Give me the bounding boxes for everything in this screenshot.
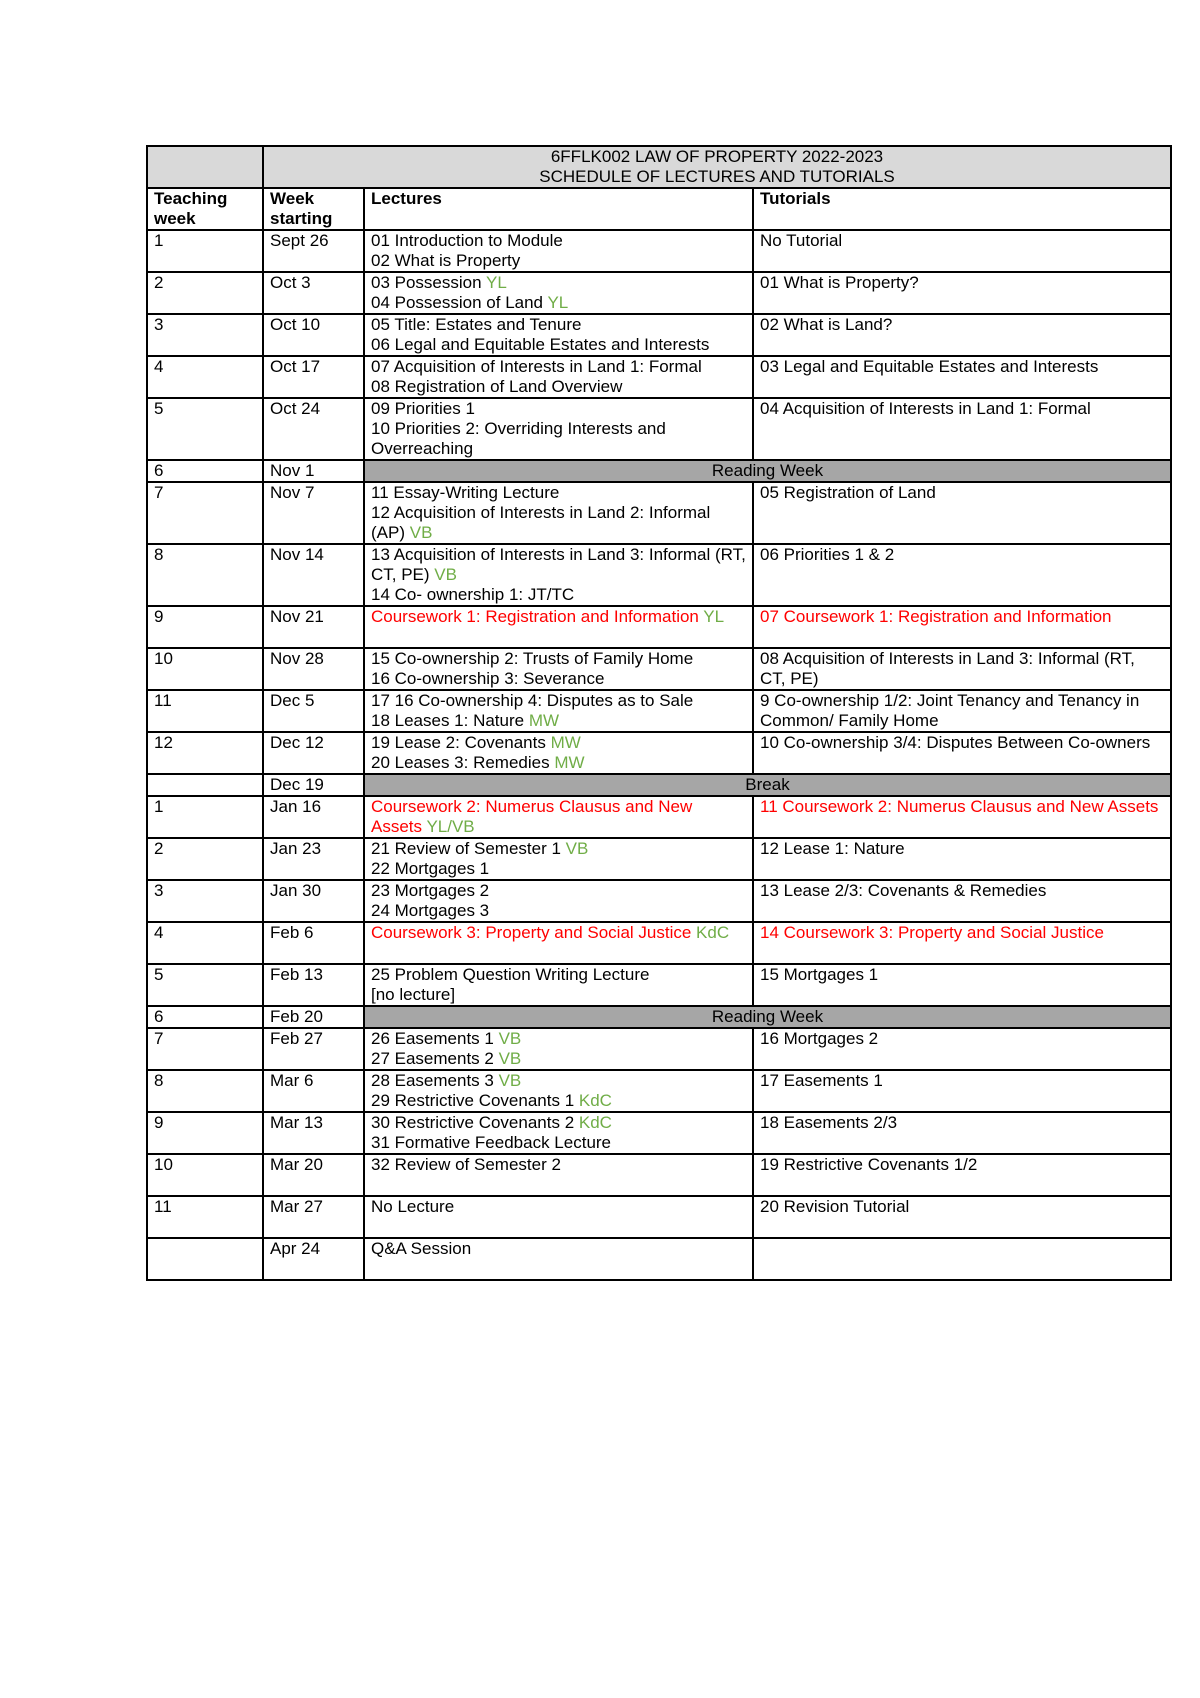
week-starting-cell: Dec 5 bbox=[263, 690, 364, 732]
schedule-row bbox=[147, 544, 1171, 606]
tutorials-cell bbox=[753, 398, 1171, 460]
schedule-row bbox=[147, 1070, 1171, 1112]
title-line-1: 6FFLK002 LAW OF PROPERTY 2022-2023 bbox=[550, 147, 884, 166]
schedule-row bbox=[147, 690, 1171, 732]
teaching-week-cell: 10 bbox=[147, 1154, 263, 1196]
tutorial-text: 18 Easements 2/3 bbox=[760, 1113, 898, 1132]
teaching-week-cell: 1 bbox=[147, 230, 263, 272]
tutorials-cell bbox=[753, 314, 1171, 356]
tutorial-text: 16 Mortgages 2 bbox=[760, 1029, 879, 1048]
lecture-line bbox=[371, 1155, 746, 1175]
teaching-week-cell: 2 bbox=[147, 272, 263, 314]
lecture-text: 10 Priorities 2: Overriding Interests and Overreaching bbox=[371, 419, 666, 458]
tutorial-text: 13 Lease 2/3: Covenants & Remedies bbox=[760, 881, 1047, 900]
lecture-text: 18 Leases 1: Nature bbox=[371, 711, 529, 730]
lecture-text: 23 Mortgages 2 bbox=[371, 881, 490, 900]
schedule-row bbox=[147, 606, 1171, 648]
tutorials-cell bbox=[753, 796, 1171, 838]
schedule-row bbox=[147, 1238, 1171, 1280]
teaching-week-cell: 9 bbox=[147, 606, 263, 648]
lecture-line bbox=[371, 585, 746, 605]
lectures-cell bbox=[364, 1196, 753, 1238]
lecture-text: 12 Acquisition of Interests in Land 2: Informal (AP) bbox=[371, 503, 711, 542]
title-line-2: SCHEDULE OF LECTURES AND TUTORIALS bbox=[539, 167, 895, 186]
lecture-text: Coursework 1: Registration and Information bbox=[371, 607, 704, 626]
tutorial-text: 11 Coursework 2: Numerus Clausus and New Assets bbox=[760, 797, 1159, 816]
schedule-row bbox=[147, 922, 1171, 964]
tutorials-cell bbox=[753, 838, 1171, 880]
lecturer-initials: VB bbox=[498, 1071, 522, 1090]
lectures-cell bbox=[364, 606, 753, 648]
lecture-text: 24 Mortgages 3 bbox=[371, 901, 490, 920]
lecture-text: 25 Problem Question Writing Lecture bbox=[371, 965, 650, 984]
teaching-week-cell: 9 bbox=[147, 1112, 263, 1154]
lectures-cell bbox=[364, 1154, 753, 1196]
week-starting-cell: Mar 13 bbox=[263, 1112, 364, 1154]
tutorial-line bbox=[760, 1155, 1164, 1175]
week-starting-cell: Mar 27 bbox=[263, 1196, 364, 1238]
lectures-cell bbox=[364, 398, 753, 460]
tutorial-line bbox=[760, 965, 1164, 985]
week-starting-cell: Jan 23 bbox=[263, 838, 364, 880]
lectures-cell bbox=[364, 272, 753, 314]
tutorial-text: 12 Lease 1: Nature bbox=[760, 839, 905, 858]
lectures-cell bbox=[364, 838, 753, 880]
week-starting-cell: Nov 28 bbox=[263, 648, 364, 690]
week-starting-cell: Mar 20 bbox=[263, 1154, 364, 1196]
lecture-line bbox=[371, 1091, 746, 1111]
tutorial-line bbox=[760, 231, 1164, 251]
tutorial-line bbox=[760, 691, 1164, 731]
tutorial-line bbox=[760, 607, 1164, 627]
lecture-text: 05 Title: Estates and Tenure bbox=[371, 315, 582, 334]
lecture-line bbox=[371, 607, 746, 627]
week-starting-cell: Jan 16 bbox=[263, 796, 364, 838]
teaching-week-cell: 6 bbox=[147, 1006, 263, 1028]
lecture-text: 32 Review of Semester 2 bbox=[371, 1155, 561, 1174]
banner-cell: Reading Week bbox=[364, 1006, 1171, 1028]
lecturer-initials: KdC bbox=[578, 1091, 612, 1110]
tutorial-line bbox=[760, 1071, 1164, 1091]
tutorials-cell bbox=[753, 606, 1171, 648]
lecture-text: 08 Registration of Land Overview bbox=[371, 377, 623, 396]
tutorials-cell bbox=[753, 732, 1171, 774]
tutorial-text: 03 Legal and Equitable Estates and Interests bbox=[760, 357, 1099, 376]
week-starting-cell: Oct 17 bbox=[263, 356, 364, 398]
lecture-line bbox=[371, 965, 746, 985]
tutorial-line bbox=[760, 315, 1164, 335]
schedule-row bbox=[147, 796, 1171, 838]
schedule-row bbox=[147, 1196, 1171, 1238]
lecture-line bbox=[371, 985, 746, 1005]
teaching-week-cell: 11 bbox=[147, 1196, 263, 1238]
lecturer-initials: VB bbox=[498, 1029, 522, 1048]
teaching-week-cell: 3 bbox=[147, 880, 263, 922]
tutorial-text: 08 Acquisition of Interests in Land 3: Informal (RT, CT, PE) bbox=[760, 649, 1135, 688]
lecture-text: 29 Restrictive Covenants 1 bbox=[371, 1091, 579, 1110]
tutorial-text: 14 Coursework 3: Property and Social Justice bbox=[760, 923, 1104, 942]
lecturer-initials: YL bbox=[547, 293, 569, 312]
week-starting-cell: Nov 21 bbox=[263, 606, 364, 648]
lectures-cell bbox=[364, 648, 753, 690]
lecture-text: 06 Legal and Equitable Estates and Interests bbox=[371, 335, 710, 354]
tutorials-cell bbox=[753, 964, 1171, 1006]
tutorials-cell bbox=[753, 1070, 1171, 1112]
lecture-line bbox=[371, 881, 746, 901]
lecture-line bbox=[371, 733, 746, 753]
tutorials-cell bbox=[753, 1028, 1171, 1070]
lecture-text: 09 Priorities 1 bbox=[371, 399, 475, 418]
lectures-cell bbox=[364, 314, 753, 356]
lecture-line bbox=[371, 545, 746, 585]
lectures-cell bbox=[364, 230, 753, 272]
tutorials-cell bbox=[753, 356, 1171, 398]
tutorial-text: 01 What is Property? bbox=[760, 273, 919, 292]
title-corner-cell bbox=[147, 146, 263, 188]
schedule-row bbox=[147, 880, 1171, 922]
lecture-text: Coursework 2: Numerus Clausus and New Assets bbox=[371, 797, 693, 836]
lecture-line bbox=[371, 839, 746, 859]
tutorial-line bbox=[760, 649, 1164, 689]
tutorial-line bbox=[760, 839, 1164, 859]
lectures-cell bbox=[364, 964, 753, 1006]
teaching-week-cell: 4 bbox=[147, 356, 263, 398]
lectures-cell bbox=[364, 796, 753, 838]
lecture-line bbox=[371, 711, 746, 731]
week-starting-cell: Feb 27 bbox=[263, 1028, 364, 1070]
lecture-text: 28 Easements 3 bbox=[371, 1071, 499, 1090]
lecture-text: 01 Introduction to Module bbox=[371, 231, 563, 250]
tutorials-cell bbox=[753, 1154, 1171, 1196]
lectures-cell bbox=[364, 356, 753, 398]
tutorials-cell bbox=[753, 272, 1171, 314]
tutorial-text: 9 Co-ownership 1/2: Joint Tenancy and Tenancy in Common/ Family Home bbox=[760, 691, 1140, 730]
week-starting-cell: Oct 24 bbox=[263, 398, 364, 460]
lectures-cell bbox=[364, 1238, 753, 1280]
lecture-text: [no lecture] bbox=[371, 985, 456, 1004]
schedule-row bbox=[147, 230, 1171, 272]
lecture-text: 14 Co- ownership 1: JT/TC bbox=[371, 585, 575, 604]
tutorial-text: 04 Acquisition of Interests in Land 1: Formal bbox=[760, 399, 1091, 418]
teaching-week-cell: 4 bbox=[147, 922, 263, 964]
schedule-row bbox=[147, 964, 1171, 1006]
teaching-week-cell: 3 bbox=[147, 314, 263, 356]
lectures-cell bbox=[364, 544, 753, 606]
lecturer-initials: KdC bbox=[696, 923, 730, 942]
week-starting-cell: Nov 14 bbox=[263, 544, 364, 606]
schedule-table bbox=[146, 145, 1172, 1281]
tutorial-text: 17 Easements 1 bbox=[760, 1071, 883, 1090]
lecture-line bbox=[371, 399, 746, 419]
schedule-row bbox=[147, 1006, 1171, 1028]
teaching-week-cell: 12 bbox=[147, 732, 263, 774]
lecture-text: 21 Review of Semester 1 bbox=[371, 839, 566, 858]
week-starting-cell: Nov 1 bbox=[263, 460, 364, 482]
lecture-line bbox=[371, 419, 746, 459]
banner-cell: Reading Week bbox=[364, 460, 1171, 482]
tutorial-line bbox=[760, 357, 1164, 377]
tutorial-line bbox=[760, 797, 1164, 817]
lecture-line bbox=[371, 753, 746, 773]
teaching-week-cell bbox=[147, 774, 263, 796]
lecturer-initials: MW bbox=[550, 733, 581, 752]
tutorial-line bbox=[760, 881, 1164, 901]
tutorial-line bbox=[760, 923, 1164, 943]
teaching-week-cell: 7 bbox=[147, 1028, 263, 1070]
teaching-week-cell: 7 bbox=[147, 482, 263, 544]
tutorials-cell bbox=[753, 230, 1171, 272]
tutorials-cell bbox=[753, 1196, 1171, 1238]
title-row bbox=[147, 146, 1171, 188]
lecture-line bbox=[371, 1029, 746, 1049]
week-starting-cell: Apr 24 bbox=[263, 1238, 364, 1280]
lecture-line bbox=[371, 859, 746, 879]
schedule-row bbox=[147, 398, 1171, 460]
lecturer-initials: YL bbox=[485, 273, 507, 292]
lecture-line bbox=[371, 1049, 746, 1069]
teaching-week-cell: 8 bbox=[147, 1070, 263, 1112]
week-starting-cell: Jan 30 bbox=[263, 880, 364, 922]
week-starting-cell: Dec 12 bbox=[263, 732, 364, 774]
tutorial-line bbox=[760, 399, 1164, 419]
tutorial-line bbox=[760, 483, 1164, 503]
lecture-line bbox=[371, 273, 746, 293]
week-starting-cell: Mar 6 bbox=[263, 1070, 364, 1112]
tutorial-text: 02 What is Land? bbox=[760, 315, 893, 334]
lecture-text: 22 Mortgages 1 bbox=[371, 859, 490, 878]
week-starting-cell: Feb 13 bbox=[263, 964, 364, 1006]
lecture-text: 17 16 Co-ownership 4: Disputes as to Sale bbox=[371, 691, 694, 710]
lecture-text: 03 Possession bbox=[371, 273, 486, 292]
teaching-week-cell: 8 bbox=[147, 544, 263, 606]
tutorial-text: 05 Registration of Land bbox=[760, 483, 936, 502]
lectures-cell bbox=[364, 880, 753, 922]
lecturer-initials: YL/VB bbox=[426, 817, 475, 836]
header-teaching-week bbox=[147, 188, 263, 230]
tutorials-cell bbox=[753, 648, 1171, 690]
tutorial-line bbox=[760, 1113, 1164, 1133]
lecturer-initials: MW bbox=[528, 711, 560, 730]
lectures-cell bbox=[364, 922, 753, 964]
lectures-cell bbox=[364, 732, 753, 774]
lectures-cell bbox=[364, 690, 753, 732]
week-starting-cell: Dec 19 bbox=[263, 774, 364, 796]
banner-cell: Break bbox=[364, 774, 1171, 796]
lectures-cell bbox=[364, 482, 753, 544]
week-starting-cell: Sept 26 bbox=[263, 230, 364, 272]
lecture-line bbox=[371, 1071, 746, 1091]
header-week-starting-line-2: starting bbox=[270, 209, 333, 228]
lecture-text: Coursework 3: Property and Social Justice bbox=[371, 923, 697, 942]
teaching-week-cell: 5 bbox=[147, 398, 263, 460]
schedule-row bbox=[147, 482, 1171, 544]
lectures-cell bbox=[364, 1112, 753, 1154]
schedule-row bbox=[147, 1154, 1171, 1196]
lecture-text: 19 Lease 2: Covenants bbox=[371, 733, 551, 752]
schedule-row bbox=[147, 356, 1171, 398]
lecture-text: No Lecture bbox=[371, 1197, 455, 1216]
tutorial-line bbox=[760, 733, 1164, 753]
lecture-line bbox=[371, 1113, 746, 1133]
header-week-starting-line-1: Week bbox=[270, 189, 315, 208]
tutorial-text: 06 Priorities 1 & 2 bbox=[760, 545, 895, 564]
lecture-line bbox=[371, 503, 746, 543]
teaching-week-cell: 1 bbox=[147, 796, 263, 838]
teaching-week-cell: 11 bbox=[147, 690, 263, 732]
schedule-body bbox=[147, 146, 1171, 1280]
lecture-text: 13 Acquisition of Interests in Land 3: Informal (RT, CT, PE) bbox=[371, 545, 746, 584]
lecture-line bbox=[371, 377, 746, 397]
tutorial-line bbox=[760, 545, 1164, 565]
header-tutorials: Tutorials bbox=[753, 188, 1171, 230]
lecture-line bbox=[371, 1197, 746, 1217]
table-title bbox=[263, 146, 1171, 188]
lecture-line bbox=[371, 901, 746, 921]
schedule-row bbox=[147, 648, 1171, 690]
lecturer-initials: YL bbox=[703, 607, 725, 626]
header-lectures: Lectures bbox=[364, 188, 753, 230]
tutorials-cell bbox=[753, 1238, 1171, 1280]
schedule-row bbox=[147, 838, 1171, 880]
tutorials-cell bbox=[753, 880, 1171, 922]
lecture-line bbox=[371, 357, 746, 377]
lecturer-initials: VB bbox=[434, 565, 457, 584]
lecture-line bbox=[371, 691, 746, 711]
week-starting-cell: Nov 7 bbox=[263, 482, 364, 544]
week-starting-cell: Oct 10 bbox=[263, 314, 364, 356]
schedule-row bbox=[147, 272, 1171, 314]
tutorials-cell bbox=[753, 482, 1171, 544]
lecture-text: 26 Easements 1 bbox=[371, 1029, 499, 1048]
tutorial-text: No Tutorial bbox=[760, 231, 843, 250]
lecture-line bbox=[371, 1133, 746, 1153]
lectures-cell bbox=[364, 1070, 753, 1112]
lecture-text: 15 Co-ownership 2: Trusts of Family Home bbox=[371, 649, 694, 668]
lecture-line bbox=[371, 483, 746, 503]
lecture-text: 11 Essay-Writing Lecture bbox=[371, 483, 560, 502]
week-starting-cell: Feb 20 bbox=[263, 1006, 364, 1028]
teaching-week-cell bbox=[147, 1238, 263, 1280]
teaching-week-cell: 5 bbox=[147, 964, 263, 1006]
teaching-week-cell: 6 bbox=[147, 460, 263, 482]
lecturer-initials: MW bbox=[554, 753, 585, 772]
lecture-line bbox=[371, 251, 746, 271]
lecture-line bbox=[371, 1239, 746, 1259]
lecture-text: 04 Possession of Land bbox=[371, 293, 548, 312]
header-teaching-week-line-1: Teaching bbox=[154, 189, 228, 208]
schedule-row bbox=[147, 1028, 1171, 1070]
lecture-line bbox=[371, 649, 746, 669]
tutorial-text: 07 Coursework 1: Registration and Information bbox=[760, 607, 1112, 626]
lecture-line bbox=[371, 335, 746, 355]
header-teaching-week-line-2: week bbox=[154, 209, 196, 228]
week-starting-cell: Oct 3 bbox=[263, 272, 364, 314]
lecture-line bbox=[371, 923, 746, 943]
tutorial-line bbox=[760, 1029, 1164, 1049]
tutorial-text: 10 Co-ownership 3/4: Disputes Between Co-owners bbox=[760, 733, 1151, 752]
schedule-row bbox=[147, 460, 1171, 482]
lecture-text: Q&A Session bbox=[371, 1239, 472, 1258]
schedule-row bbox=[147, 774, 1171, 796]
teaching-week-cell: 2 bbox=[147, 838, 263, 880]
schedule-row bbox=[147, 314, 1171, 356]
tutorial-text: 20 Revision Tutorial bbox=[760, 1197, 910, 1216]
header-week-starting bbox=[263, 188, 364, 230]
tutorials-cell bbox=[753, 690, 1171, 732]
teaching-week-cell: 10 bbox=[147, 648, 263, 690]
tutorial-text: 15 Mortgages 1 bbox=[760, 965, 879, 984]
tutorial-text: 19 Restrictive Covenants 1/2 bbox=[760, 1155, 978, 1174]
lecture-text: 31 Formative Feedback Lecture bbox=[371, 1133, 612, 1152]
lecture-text: 02 What is Property bbox=[371, 251, 521, 270]
lecture-text: 16 Co-ownership 3: Severance bbox=[371, 669, 605, 688]
lecture-line bbox=[371, 231, 746, 251]
lecture-text: 30 Restrictive Covenants 2 bbox=[371, 1113, 579, 1132]
lecture-line bbox=[371, 797, 746, 837]
lecture-text: 07 Acquisition of Interests in Land 1: Formal bbox=[371, 357, 702, 376]
tutorials-cell bbox=[753, 1112, 1171, 1154]
lecturer-initials: VB bbox=[498, 1049, 522, 1068]
tutorial-line bbox=[760, 273, 1164, 293]
lecturer-initials: VB bbox=[409, 523, 433, 542]
tutorials-cell bbox=[753, 544, 1171, 606]
lecture-line bbox=[371, 315, 746, 335]
schedule-row bbox=[147, 732, 1171, 774]
lecture-text: 27 Easements 2 bbox=[371, 1049, 499, 1068]
lectures-cell bbox=[364, 1028, 753, 1070]
lecturer-initials: VB bbox=[565, 839, 589, 858]
tutorial-line bbox=[760, 1197, 1164, 1217]
schedule-row bbox=[147, 1112, 1171, 1154]
tutorials-cell bbox=[753, 922, 1171, 964]
lecture-line bbox=[371, 669, 746, 689]
week-starting-cell: Feb 6 bbox=[263, 922, 364, 964]
lecturer-initials: KdC bbox=[578, 1113, 612, 1132]
lecture-text: 20 Leases 3: Remedies bbox=[371, 753, 555, 772]
header-row bbox=[147, 188, 1171, 230]
lecture-line bbox=[371, 293, 746, 313]
